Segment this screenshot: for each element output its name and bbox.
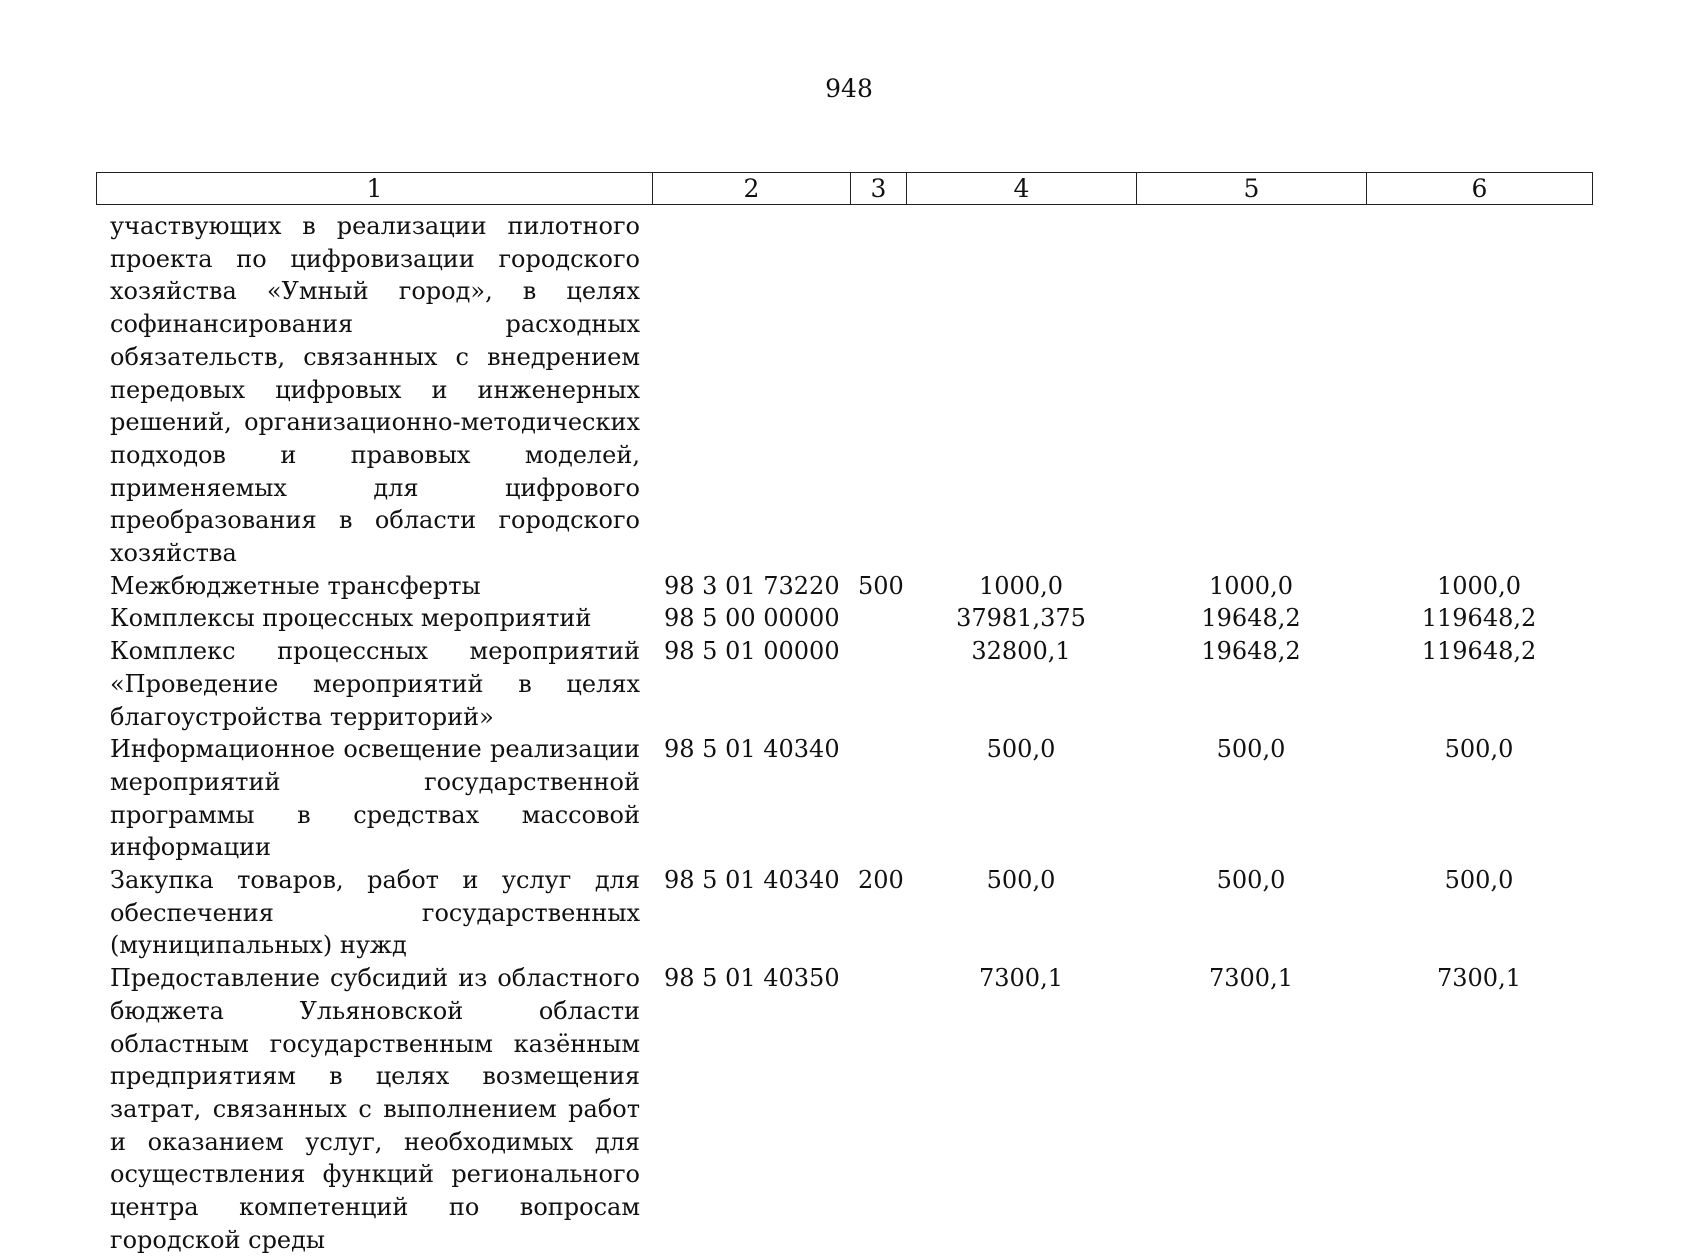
row-value-6: 119648,2: [1421, 637, 1537, 666]
row-code: 98 5 01 40340: [664, 866, 840, 895]
row-value-6: 119648,2: [1421, 604, 1537, 633]
row-value-6: [1366, 210, 1592, 570]
row-value-5: 500,0: [1216, 866, 1286, 895]
row-type: [850, 733, 906, 864]
table-row: [96, 962, 1592, 1256]
row-type: [850, 635, 906, 733]
row-value-5: [1136, 210, 1366, 570]
row-code: 98 5 01 40350: [664, 964, 840, 993]
row-value-5: 1000,0: [1209, 571, 1293, 600]
row-value-6: 1000,0: [1437, 571, 1521, 600]
table-row: [96, 733, 1592, 864]
row-name: Межбюджетные трансферты: [110, 571, 481, 600]
row-type: 500: [858, 571, 904, 600]
row-type: [850, 962, 906, 1256]
row-value-4: [906, 210, 1136, 570]
row-value-5: 500,0: [1216, 735, 1286, 764]
row-value-6: 500,0: [1444, 866, 1514, 895]
row-code: [652, 210, 850, 570]
row-value-4: 500,0: [986, 866, 1056, 895]
budget-table: [96, 210, 1592, 1257]
column-number-3: 3: [851, 173, 907, 205]
column-number-row: [97, 173, 1593, 205]
row-name: Закупка товаров, работ и услуг для обеспечения государственных (муниципальных) нужд: [110, 866, 640, 960]
row-code: 98 5 01 00000: [664, 637, 840, 666]
row-value-5: 19648,2: [1201, 604, 1301, 633]
row-value-5: 7300,1: [1209, 964, 1293, 993]
column-number-6: 6: [1367, 173, 1593, 205]
column-number-1: 1: [97, 173, 653, 205]
row-type: 200: [858, 866, 904, 895]
row-code: 98 3 01 73220: [664, 571, 840, 600]
row-value-4: 32800,1: [971, 637, 1071, 666]
row-value-6: 500,0: [1444, 735, 1514, 764]
column-number-2: 2: [653, 173, 851, 205]
row-type: [850, 210, 906, 570]
row-code: 98 5 01 40340: [664, 735, 840, 764]
row-code: 98 5 00 00000: [664, 604, 840, 633]
row-name: Комплексы процессных мероприятий: [110, 604, 592, 633]
row-value-4: 7300,1: [979, 964, 1063, 993]
row-name: Предоставление субсидий из областного бюджета Ульяновской области областным государственным казённым предприятиям в целях возмещения затрат, связанных с выполнением работ и оказанием услуг, необходимых для осуществления функций регионального центра компетенций по вопросам городской среды: [110, 964, 640, 1254]
row-value-5: 19648,2: [1201, 637, 1301, 666]
row-value-4: 500,0: [986, 735, 1056, 764]
row-type: [850, 602, 906, 635]
table-row: [96, 602, 1592, 635]
table-row: [96, 864, 1592, 962]
column-header-table: [96, 172, 1593, 205]
table-row: [96, 210, 1592, 570]
row-value-6: 7300,1: [1437, 964, 1521, 993]
row-name: участвующих в реализации пилотного проекта по цифровизации городского хозяйства «Умный город», в целях софинансирования расходных обязательств, связанных с внедрением передовых цифровых и инженерных решений, организационно-методических подходов и правовых моделей, применяемых для цифрового преобразования в области городского хозяйства: [110, 212, 640, 568]
page-number: 948: [825, 74, 873, 103]
row-value-4: 1000,0: [979, 571, 1063, 600]
table-row: [96, 570, 1592, 603]
row-name: Комплекс процессных мероприятий «Проведение мероприятий в целях благоустройства территорий»: [110, 637, 640, 731]
column-number-5: 5: [1137, 173, 1367, 205]
row-value-4: 37981,375: [956, 604, 1086, 633]
row-name: Информационное освещение реализации мероприятий государственной программы в средствах массовой информации: [110, 735, 640, 862]
table-row: [96, 635, 1592, 733]
column-number-4: 4: [907, 173, 1137, 205]
